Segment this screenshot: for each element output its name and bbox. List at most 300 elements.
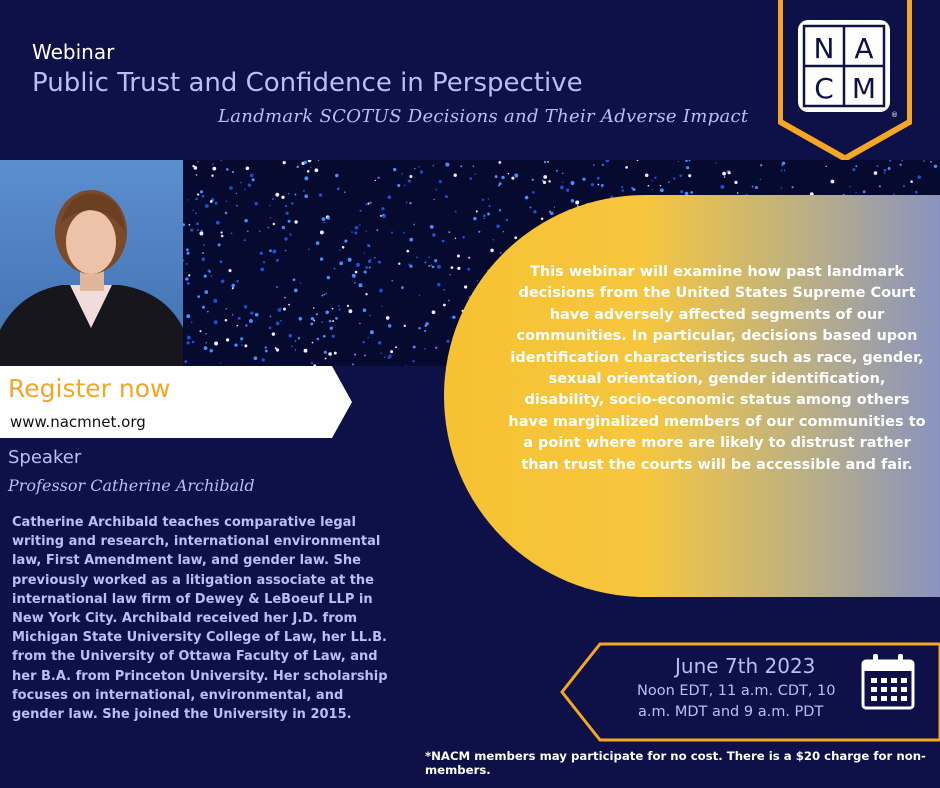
light-dot [388, 195, 392, 199]
light-dot [311, 317, 314, 320]
light-dot [286, 212, 289, 215]
light-dot [425, 322, 428, 325]
light-dot [397, 184, 400, 187]
light-dot [917, 175, 921, 179]
light-dot [430, 264, 431, 265]
light-dot [352, 363, 354, 365]
light-dot [192, 210, 194, 212]
light-dot [188, 199, 189, 200]
light-dot [380, 215, 382, 217]
light-dot [425, 262, 427, 264]
light-dot [414, 168, 416, 170]
light-dot [432, 310, 436, 314]
light-dot [582, 178, 585, 181]
light-dot [210, 200, 213, 203]
light-dot [424, 330, 426, 332]
light-dot [214, 320, 218, 324]
light-dot [322, 217, 326, 221]
light-dot [428, 265, 429, 266]
light-dot [327, 276, 330, 279]
light-dot [202, 252, 204, 254]
light-dot [550, 212, 554, 216]
light-dot [236, 280, 239, 283]
light-dot [648, 185, 650, 187]
light-dot [244, 189, 246, 191]
light-dot [226, 200, 228, 202]
light-dot [232, 287, 234, 289]
light-dot [514, 236, 517, 239]
light-dot [238, 317, 241, 320]
light-dot [416, 256, 418, 258]
light-dot [464, 285, 467, 288]
light-dot [506, 219, 509, 222]
light-dot [332, 335, 335, 338]
light-dot [218, 243, 221, 246]
page-subtitle: Landmark SCOTUS Decisions and Their Adverse Impact [218, 106, 749, 127]
light-dot [369, 266, 371, 268]
light-dot [433, 165, 434, 166]
light-dot [265, 346, 267, 348]
light-dot [186, 314, 190, 318]
light-dot [250, 174, 254, 178]
light-dot [195, 198, 198, 201]
light-dot [645, 173, 649, 177]
light-dot [362, 341, 365, 344]
light-dot [598, 184, 600, 186]
light-dot [365, 203, 367, 205]
light-dot [685, 160, 688, 162]
light-dot [547, 161, 549, 163]
light-dot [304, 349, 308, 353]
light-dot [562, 181, 563, 182]
light-dot [493, 239, 495, 241]
light-dot [259, 231, 260, 232]
light-dot [214, 342, 218, 346]
light-dot [374, 257, 375, 258]
light-dot [272, 198, 274, 200]
light-dot [451, 266, 454, 269]
light-dot [289, 233, 291, 235]
light-dot [232, 171, 234, 173]
light-dot [323, 335, 326, 338]
light-dot [445, 163, 449, 167]
light-dot [378, 261, 381, 264]
light-dot [654, 177, 656, 179]
light-dot [270, 316, 272, 318]
light-dot [355, 226, 358, 229]
light-dot [234, 343, 237, 346]
calendar-icon [860, 653, 916, 715]
light-dot [449, 274, 450, 275]
light-dot [318, 160, 319, 161]
light-dot [332, 308, 334, 310]
light-dot [452, 316, 455, 319]
light-dot [250, 311, 253, 314]
light-dot [439, 180, 442, 183]
light-dot [455, 238, 456, 239]
light-dot [863, 190, 866, 193]
light-dot [285, 205, 287, 207]
light-dot [210, 275, 212, 277]
light-dot [282, 226, 285, 229]
light-dot [660, 185, 661, 186]
light-dot [205, 333, 207, 335]
light-dot [365, 293, 367, 295]
light-dot [293, 278, 296, 281]
light-dot [476, 210, 478, 212]
light-dot [229, 186, 233, 190]
register-now-heading: Register now [8, 374, 171, 403]
light-dot [248, 184, 251, 187]
light-dot [220, 260, 223, 263]
light-dot [325, 293, 327, 295]
speaker-label: Speaker [8, 447, 82, 468]
light-dot [722, 172, 726, 176]
light-dot [294, 289, 298, 293]
light-dot [514, 174, 518, 178]
light-dot [378, 341, 381, 344]
light-dot [375, 180, 376, 181]
light-dot [188, 274, 190, 276]
light-dot [382, 214, 384, 216]
light-dot [351, 231, 353, 233]
light-dot [435, 347, 437, 349]
light-dot [285, 250, 287, 252]
light-dot [196, 222, 199, 225]
light-dot [554, 206, 555, 207]
light-dot [530, 206, 532, 208]
light-dot [244, 239, 246, 241]
light-dot [317, 338, 320, 341]
light-dot [269, 205, 271, 207]
light-dot [525, 196, 529, 200]
light-dot [205, 342, 207, 344]
light-dot [348, 258, 352, 262]
light-dot [381, 207, 384, 210]
light-dot [443, 289, 444, 290]
light-dot [294, 220, 297, 223]
light-dot [621, 189, 624, 192]
light-dot [782, 162, 785, 165]
light-dot [184, 360, 187, 363]
light-dot [499, 209, 501, 211]
light-dot [483, 218, 484, 219]
light-dot [495, 175, 498, 178]
light-dot [651, 189, 652, 190]
light-dot [483, 214, 486, 217]
light-dot [689, 160, 691, 161]
light-dot [338, 305, 340, 307]
light-dot [498, 161, 501, 164]
light-dot [189, 224, 191, 226]
light-dot [593, 164, 595, 166]
light-dot [488, 205, 490, 207]
light-dot [686, 166, 689, 169]
light-dot [276, 322, 280, 326]
light-dot [212, 163, 213, 164]
light-dot [883, 169, 886, 172]
light-dot [183, 259, 184, 261]
light-dot [365, 230, 367, 232]
light-dot [310, 167, 311, 168]
light-dot [651, 180, 652, 181]
light-dot [202, 258, 205, 261]
light-dot [197, 229, 199, 231]
light-dot [204, 290, 208, 294]
light-dot [420, 170, 423, 173]
light-dot [344, 191, 346, 193]
logo-letter-m: M [851, 72, 877, 105]
light-dot [467, 268, 470, 271]
light-dot [418, 327, 420, 329]
light-dot [186, 248, 189, 251]
light-dot [321, 295, 323, 297]
light-dot [755, 186, 758, 189]
light-dot [436, 189, 438, 191]
light-dot [303, 190, 305, 192]
light-dot [899, 164, 901, 166]
light-dot [434, 259, 437, 262]
register-url-link[interactable]: www.nacmnet.org [10, 413, 146, 431]
light-dot [668, 181, 670, 183]
light-dot [298, 337, 300, 339]
light-dot [252, 178, 255, 181]
speaker-photo [0, 160, 183, 366]
light-dot [737, 192, 739, 194]
logo-letter-c: C [814, 72, 834, 105]
light-dot [386, 316, 390, 320]
light-dot [249, 319, 253, 323]
light-dot [288, 304, 290, 306]
light-dot [304, 161, 307, 164]
light-dot [269, 249, 272, 252]
light-dot [209, 271, 211, 273]
light-dot [562, 173, 564, 175]
light-dot [404, 185, 406, 187]
light-dot [288, 193, 290, 195]
light-dot [359, 224, 361, 226]
light-dot [263, 261, 265, 263]
light-dot [409, 202, 411, 204]
light-dot [401, 286, 404, 289]
light-dot [418, 166, 420, 168]
light-dot [876, 165, 878, 167]
light-dot [240, 182, 242, 184]
light-dot [231, 232, 233, 234]
light-dot [202, 306, 205, 309]
event-time-line-2: a.m. MDT and 9 a.m. PDT [638, 704, 824, 720]
light-dot [354, 232, 357, 235]
light-dot [462, 236, 465, 239]
light-dot [660, 188, 664, 192]
light-dot [601, 187, 602, 188]
light-dot [284, 297, 286, 299]
light-dot [295, 349, 296, 350]
light-dot [393, 168, 396, 171]
light-dot [532, 179, 534, 181]
light-dot [830, 180, 834, 184]
speaker-bio: Catherine Archibald teaches comparative legal writing and research, international environmental law, First Amendment law, and gender law. She previously worked as a litigation associate at the international law firm of Dewey & LeBoeuf LLP in New York City. Archibald received her J.D. from Michigan State University College of Law, her LL.B. from the University of Ottawa Faculty of Law, and her B.A. from Princeton University. Her scholarship focuses on international, environmental, and gender law. She joined the University in 2015. [12, 515, 388, 723]
light-dot [319, 193, 322, 196]
light-dot [404, 325, 406, 327]
light-dot [901, 160, 903, 161]
light-dot [194, 166, 198, 170]
light-dot [379, 289, 383, 293]
light-dot [221, 160, 223, 161]
light-dot [337, 187, 340, 190]
light-dot [560, 186, 564, 190]
light-dot [390, 350, 393, 353]
light-dot [308, 160, 312, 162]
light-dot [625, 166, 628, 169]
light-dot [367, 337, 368, 338]
light-dot [244, 219, 247, 222]
light-dot [316, 241, 320, 245]
light-dot [460, 165, 462, 167]
light-dot [403, 232, 405, 234]
event-time-line-1: Noon EDT, 11 a.m. CDT, 10 [637, 683, 836, 699]
light-dot [490, 249, 493, 252]
light-dot [226, 308, 228, 310]
light-dot [556, 170, 558, 172]
light-dot [273, 223, 275, 225]
light-dot [413, 224, 415, 226]
light-dot [437, 283, 441, 287]
light-dot [196, 174, 197, 175]
light-dot [324, 351, 327, 354]
light-dot [354, 354, 356, 356]
light-dot [335, 317, 338, 320]
light-dot [221, 231, 223, 233]
light-dot [254, 356, 258, 360]
light-dot [496, 225, 500, 229]
light-dot [205, 204, 209, 208]
light-dot [472, 165, 474, 167]
light-dot [195, 212, 197, 214]
light-dot [288, 220, 291, 223]
light-dot [215, 202, 218, 205]
light-dot [352, 274, 356, 278]
light-dot [192, 341, 195, 344]
page-title: Public Trust and Confidence in Perspective [32, 68, 583, 98]
light-dot [511, 177, 514, 180]
light-dot [398, 263, 400, 265]
light-dot [333, 268, 335, 270]
light-dot [325, 358, 327, 360]
light-dot [244, 305, 247, 308]
light-dot [359, 210, 361, 212]
light-dot [236, 325, 238, 327]
light-dot [498, 185, 500, 187]
logo-registered-mark: ® [891, 111, 898, 119]
light-dot [381, 306, 382, 307]
light-dot [571, 199, 575, 203]
light-dot [265, 350, 268, 353]
light-dot [532, 191, 535, 194]
logo-letter-a: A [854, 32, 874, 65]
light-dot [246, 166, 250, 170]
light-dot [202, 195, 205, 198]
pricing-footnote: *NACM members may participate for no cost. There is a $20 charge for non-members. [425, 749, 926, 777]
light-dot [354, 282, 356, 284]
light-dot [544, 161, 546, 163]
light-dot [325, 311, 329, 315]
light-dot [673, 177, 675, 179]
light-dot [391, 280, 393, 282]
light-dot [432, 266, 435, 269]
light-dot [575, 201, 579, 205]
light-dot [281, 196, 284, 199]
light-dot [688, 174, 691, 177]
light-dot [781, 187, 783, 189]
light-dot [631, 187, 633, 189]
light-dot [304, 194, 308, 198]
light-dot [232, 314, 233, 315]
light-dot [543, 175, 547, 179]
light-dot [226, 168, 229, 171]
light-dot [211, 175, 213, 177]
light-dot [457, 254, 460, 257]
light-dot [855, 165, 857, 167]
light-dot [323, 294, 325, 296]
light-dot [760, 179, 762, 181]
light-dot [291, 202, 294, 205]
light-dot [294, 194, 296, 196]
light-dot [247, 230, 249, 232]
light-dot [849, 186, 851, 188]
light-dot [541, 218, 544, 221]
light-dot [241, 341, 242, 342]
light-dot [792, 186, 794, 188]
light-dot [455, 211, 457, 213]
light-dot [419, 295, 421, 297]
light-dot [236, 205, 238, 207]
light-dot [784, 170, 785, 171]
light-dot [826, 166, 827, 167]
light-dot [443, 304, 446, 307]
light-dot [602, 164, 604, 166]
light-dot [328, 352, 332, 356]
light-dot [275, 347, 277, 349]
light-dot [307, 170, 310, 173]
light-dot [533, 210, 536, 213]
light-dot [488, 198, 490, 200]
light-dot [889, 160, 891, 162]
light-dot [377, 177, 379, 179]
light-dot [260, 252, 263, 255]
light-dot [448, 300, 450, 302]
light-dot [349, 309, 353, 313]
light-dot [207, 311, 209, 313]
light-dot [915, 191, 918, 194]
light-dot [332, 320, 334, 322]
light-dot [448, 231, 449, 232]
light-dot [384, 356, 385, 357]
light-dot [370, 202, 372, 204]
light-dot [365, 266, 368, 269]
light-dot [225, 212, 228, 215]
light-dot [487, 213, 490, 216]
light-dot [364, 253, 365, 254]
light-dot [221, 279, 225, 283]
light-dot [330, 327, 333, 330]
light-dot [225, 319, 228, 322]
light-dot [391, 232, 393, 234]
light-dot [186, 341, 189, 344]
light-dot [190, 229, 193, 232]
light-dot [591, 183, 594, 186]
light-dot [310, 323, 313, 326]
